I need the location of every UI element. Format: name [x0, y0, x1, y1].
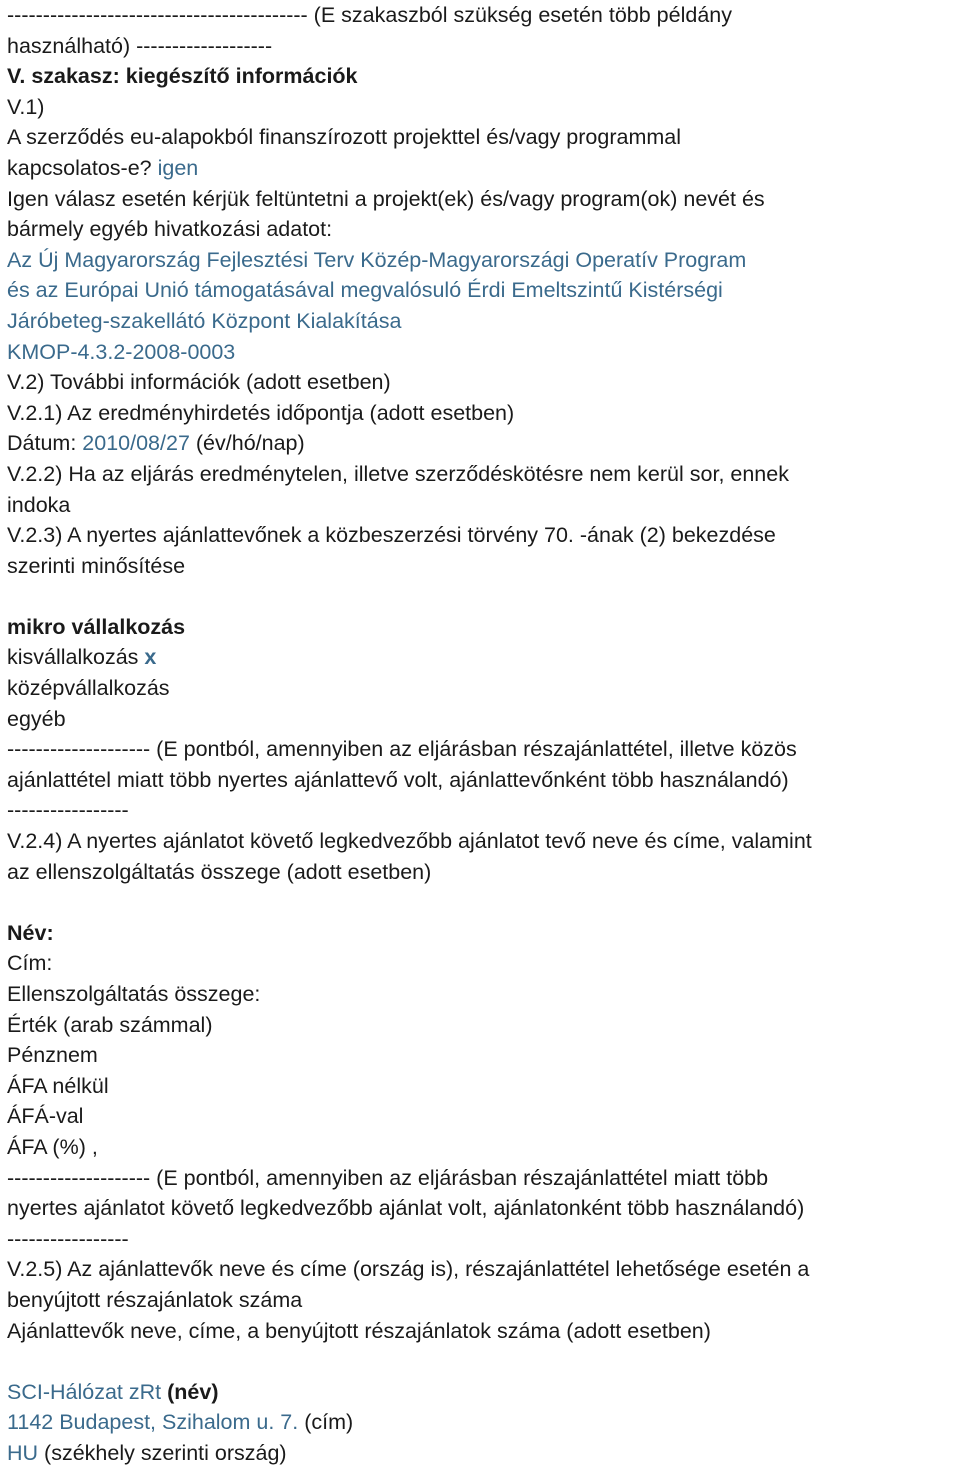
v1-question-text: kapcsolatos-e?: [7, 155, 152, 180]
v1-instruction-line-1: Igen válasz esetén kérjük feltüntetni a projekt(ek) és/vagy program(ok) nevét és: [7, 186, 765, 211]
bidder-address: [7, 1407, 957, 1438]
section-heading: V. szakasz: kiegészítő információk: [7, 64, 358, 89]
project-name-line-2: és az Európai Unió támogatásával megvalósuló Érdi Emeltszintű Kistérségi: [7, 278, 723, 303]
intro-line-2: használható) -------------------: [7, 33, 273, 58]
v21-label: V.2.1) Az eredményhirdetés időpontja (adott esetben): [7, 400, 515, 425]
project-name-line-1: Az Új Magyarország Fejlesztési Terv Közép-Magyarországi Operatív Program: [7, 247, 747, 272]
project-name-line-3: Járóbeteg-szakellátó Központ Kialakítása: [7, 308, 402, 333]
bidder-country-label: (székhely szerinti ország): [44, 1440, 287, 1465]
repeat-note-1-line-2: ajánlattétel miatt több nyertes ajánlattevő volt, ajánlattevőnként több használandó): [7, 767, 789, 792]
v25-line-3: Ajánlattevők neve, címe, a benyújtott részajánlatok száma (adott esetben): [7, 1318, 711, 1343]
repeat-note-1-line-3: -----------------: [7, 798, 129, 823]
field-without-vat: ÁFA nélkül: [7, 1073, 109, 1098]
spacer: [7, 581, 957, 612]
bidder-name: [7, 1377, 957, 1408]
v22-line-2: indoka: [7, 492, 71, 517]
bidder-address-label: (cím): [304, 1410, 354, 1435]
bidder-country-value: HU: [7, 1440, 39, 1465]
field-consideration: Ellenszolgáltatás összege:: [7, 982, 261, 1006]
v24-line-2: az ellenszolgáltatás összege (adott esetben): [7, 859, 432, 884]
v1-answer: igen: [157, 155, 199, 180]
bidder-country: [7, 1438, 957, 1469]
v25-line-1: V.2.5) Az ajánlattevők neve és címe (ország is), részajánlattétel lehetősége esetén a: [7, 1257, 810, 1282]
date-prefix: Dátum:: [7, 431, 77, 456]
bidder-name-value: SCI-Hálózat zRt: [7, 1379, 162, 1404]
v1-question-line-1: A szerződés eu-alapokból finanszírozott projekttel és/vagy programmal: [7, 125, 682, 150]
project-code: KMOP-4.3.2-2008-0003: [7, 339, 236, 364]
field-vat-percent: ÁFA (%) ,: [7, 1134, 98, 1159]
date-value: 2010/08/27: [82, 431, 190, 456]
class-small-mark: x: [144, 645, 157, 670]
date-suffix: (év/hó/nap): [195, 431, 305, 456]
v23-line-1: V.2.3) A nyertes ajánlattevőnek a közbeszerzési törvény 70. -ának (2) bekezdése: [7, 523, 776, 548]
repeat-note-2-line-1: -------------------- (E pontból, amennyiben az eljárásban részajánlattétel miatt több: [7, 1165, 769, 1190]
v23-line-2: szerinti minősítése: [7, 553, 186, 578]
field-address: Cím:: [7, 951, 53, 976]
field-currency: Pénznem: [7, 1043, 98, 1068]
v1-instruction-line-2: bármely egyéb hivatkozási adatot:: [7, 217, 333, 242]
v1-question-line-2: [7, 153, 957, 184]
bidder-address-value: 1142 Budapest, Szihalom u. 7.: [7, 1410, 299, 1435]
v1-label: V.1): [7, 94, 45, 119]
v25-line-2: benyújtott részajánlatok száma: [7, 1287, 303, 1312]
spacer: [7, 887, 957, 918]
intro-line-1: ------------------------------------------ (E szakaszból szükség esetén több példány: [7, 3, 732, 27]
class-medium: középvállalkozás: [7, 676, 170, 701]
class-small: [7, 642, 957, 673]
repeat-note-2-line-3: -----------------: [7, 1226, 129, 1251]
v22-line-1: V.2.2) Ha az eljárás eredménytelen, illetve szerződéskötésre nem kerül sor, ennek: [7, 461, 789, 486]
spacer: [7, 1346, 957, 1377]
class-micro: mikro vállalkozás: [7, 614, 186, 639]
v2-heading: V.2) További információk (adott esetben): [7, 370, 391, 395]
repeat-note-1-line-1: -------------------- (E pontból, amennyiben az eljárásban részajánlattétel, illetve közös: [7, 737, 797, 762]
field-with-vat: ÁFÁ-val: [7, 1104, 84, 1129]
repeat-note-2-line-2: nyertes ajánlatot követő legkedvezőbb ajánlat volt, ajánlatonként több használandó): [7, 1196, 805, 1221]
field-name: Név:: [7, 920, 54, 945]
class-small-label: kisvállalkozás: [7, 645, 139, 670]
v24-line-1: V.2.4) A nyertes ajánlatot követő legkedvezőbb ajánlatot tevő neve és címe, valamint: [7, 829, 812, 854]
bidder-name-label: (név): [167, 1379, 219, 1404]
field-value-arabic: Érték (arab számmal): [7, 1012, 213, 1037]
class-other: egyéb: [7, 706, 66, 731]
date-line: [7, 428, 957, 459]
